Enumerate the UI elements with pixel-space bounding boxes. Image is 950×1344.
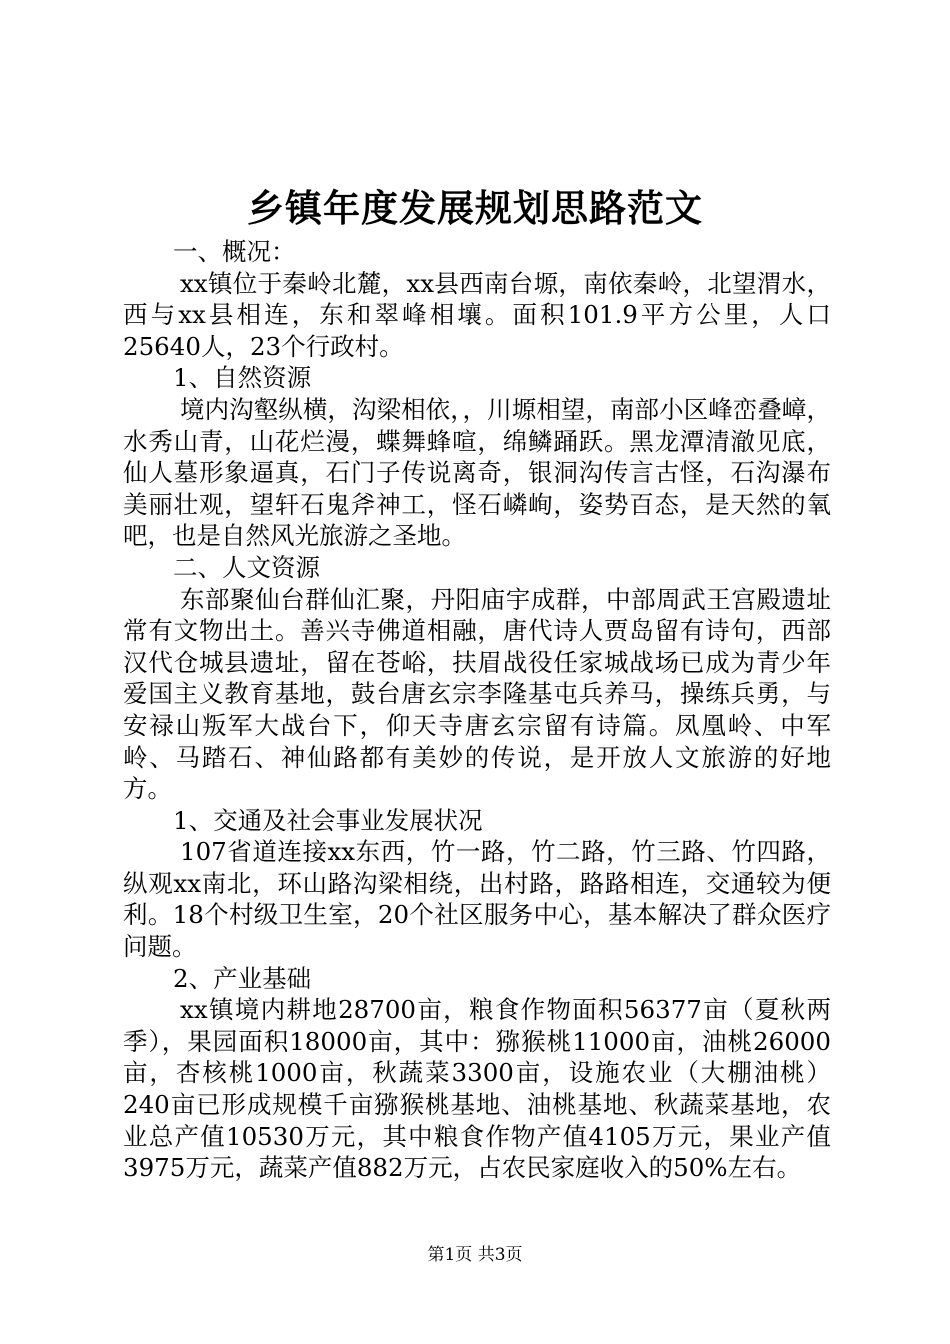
paragraph-industry: xx镇境内耕地28700亩，粮食作物面积56377亩（夏秋两季），果园面积18000亩，其中：猕猴桃11000亩，油桃26000亩，杏核桃1000亩，秋蔬菜3300亩，设施农业（大棚油桃）240亩已形成规模千亩猕猴桃基地、油桃基地、秋蔬菜基地，农业总产值10530万元，其中粮食作物产值4105万元，果业产值3975万元，蔬菜产值882万元，占农民家庭收入的50%左右。 bbox=[123, 995, 831, 1183]
section-heading-overview: 一、概况： bbox=[173, 237, 296, 266]
section-heading-cultural-resources: 二、人文资源 bbox=[173, 552, 320, 582]
page-footer: 第1页 共3页 bbox=[427, 1245, 523, 1265]
paragraph-cultural-resources: 东部聚仙台群仙汇聚，丹阳庙宇成群，中部周武王宫殿遗址常有文物出土。善兴寺佛道相融，唐代诗人贾岛留有诗句，西部汉代仓城县遗址，留在苍峪，扶眉战役任家城战场已成为青少年爱国主义教育基地，鼓台唐玄宗李隆基屯兵养马，操练兵勇，与安禄山叛军大战台下，仰天寺唐玄宗留有诗篇。凤凰岭、中军岭、马踏石、神仙路都有美妙的传说，是开放人文旅游的好地方。 bbox=[123, 584, 831, 804]
section-heading-industry: 2、产业基础 bbox=[173, 963, 312, 993]
paragraph-transport: 107省道连接xx东西，竹一路，竹二路，竹三路、竹四路，纵观xx南北，环山路沟梁相绕，出村路，路路相连，交通较为便利。18个村级卫生室，20个社区服务中心，基本解决了群众医疗问题。 bbox=[123, 837, 831, 962]
section-heading-transport: 1、交通及社会事业发展状况 bbox=[173, 805, 483, 835]
document-title: 乡镇年度发展规划思路范文 bbox=[247, 186, 703, 230]
paragraph-overview: xx镇位于秦岭北麓，xx县西南台塬，南依秦岭，北望渭水，西与xx县相连，东和翠峰相壤。面积101.9平方公里，人口25640人，23个行政村。 bbox=[123, 268, 831, 361]
section-heading-natural-resources: 1、自然资源 bbox=[173, 363, 312, 393]
paragraph-natural-resources: 境内沟壑纵横，沟梁相依，，川塬相望，南部小区峰峦叠嶂，水秀山青，山花烂漫，蝶舞蜂喧，绵鳞踊跃。黑龙潭清澈见底，仙人墓形象逼真，石门子传说离奇，银洞沟传言古怪，石沟瀑布美丽壮观，望轩石鬼斧神工，怪石嶙峋，姿势百态，是天然的氧吧，也是自然风光旅游之圣地。 bbox=[123, 394, 831, 551]
document-body bbox=[123, 236, 831, 1184]
